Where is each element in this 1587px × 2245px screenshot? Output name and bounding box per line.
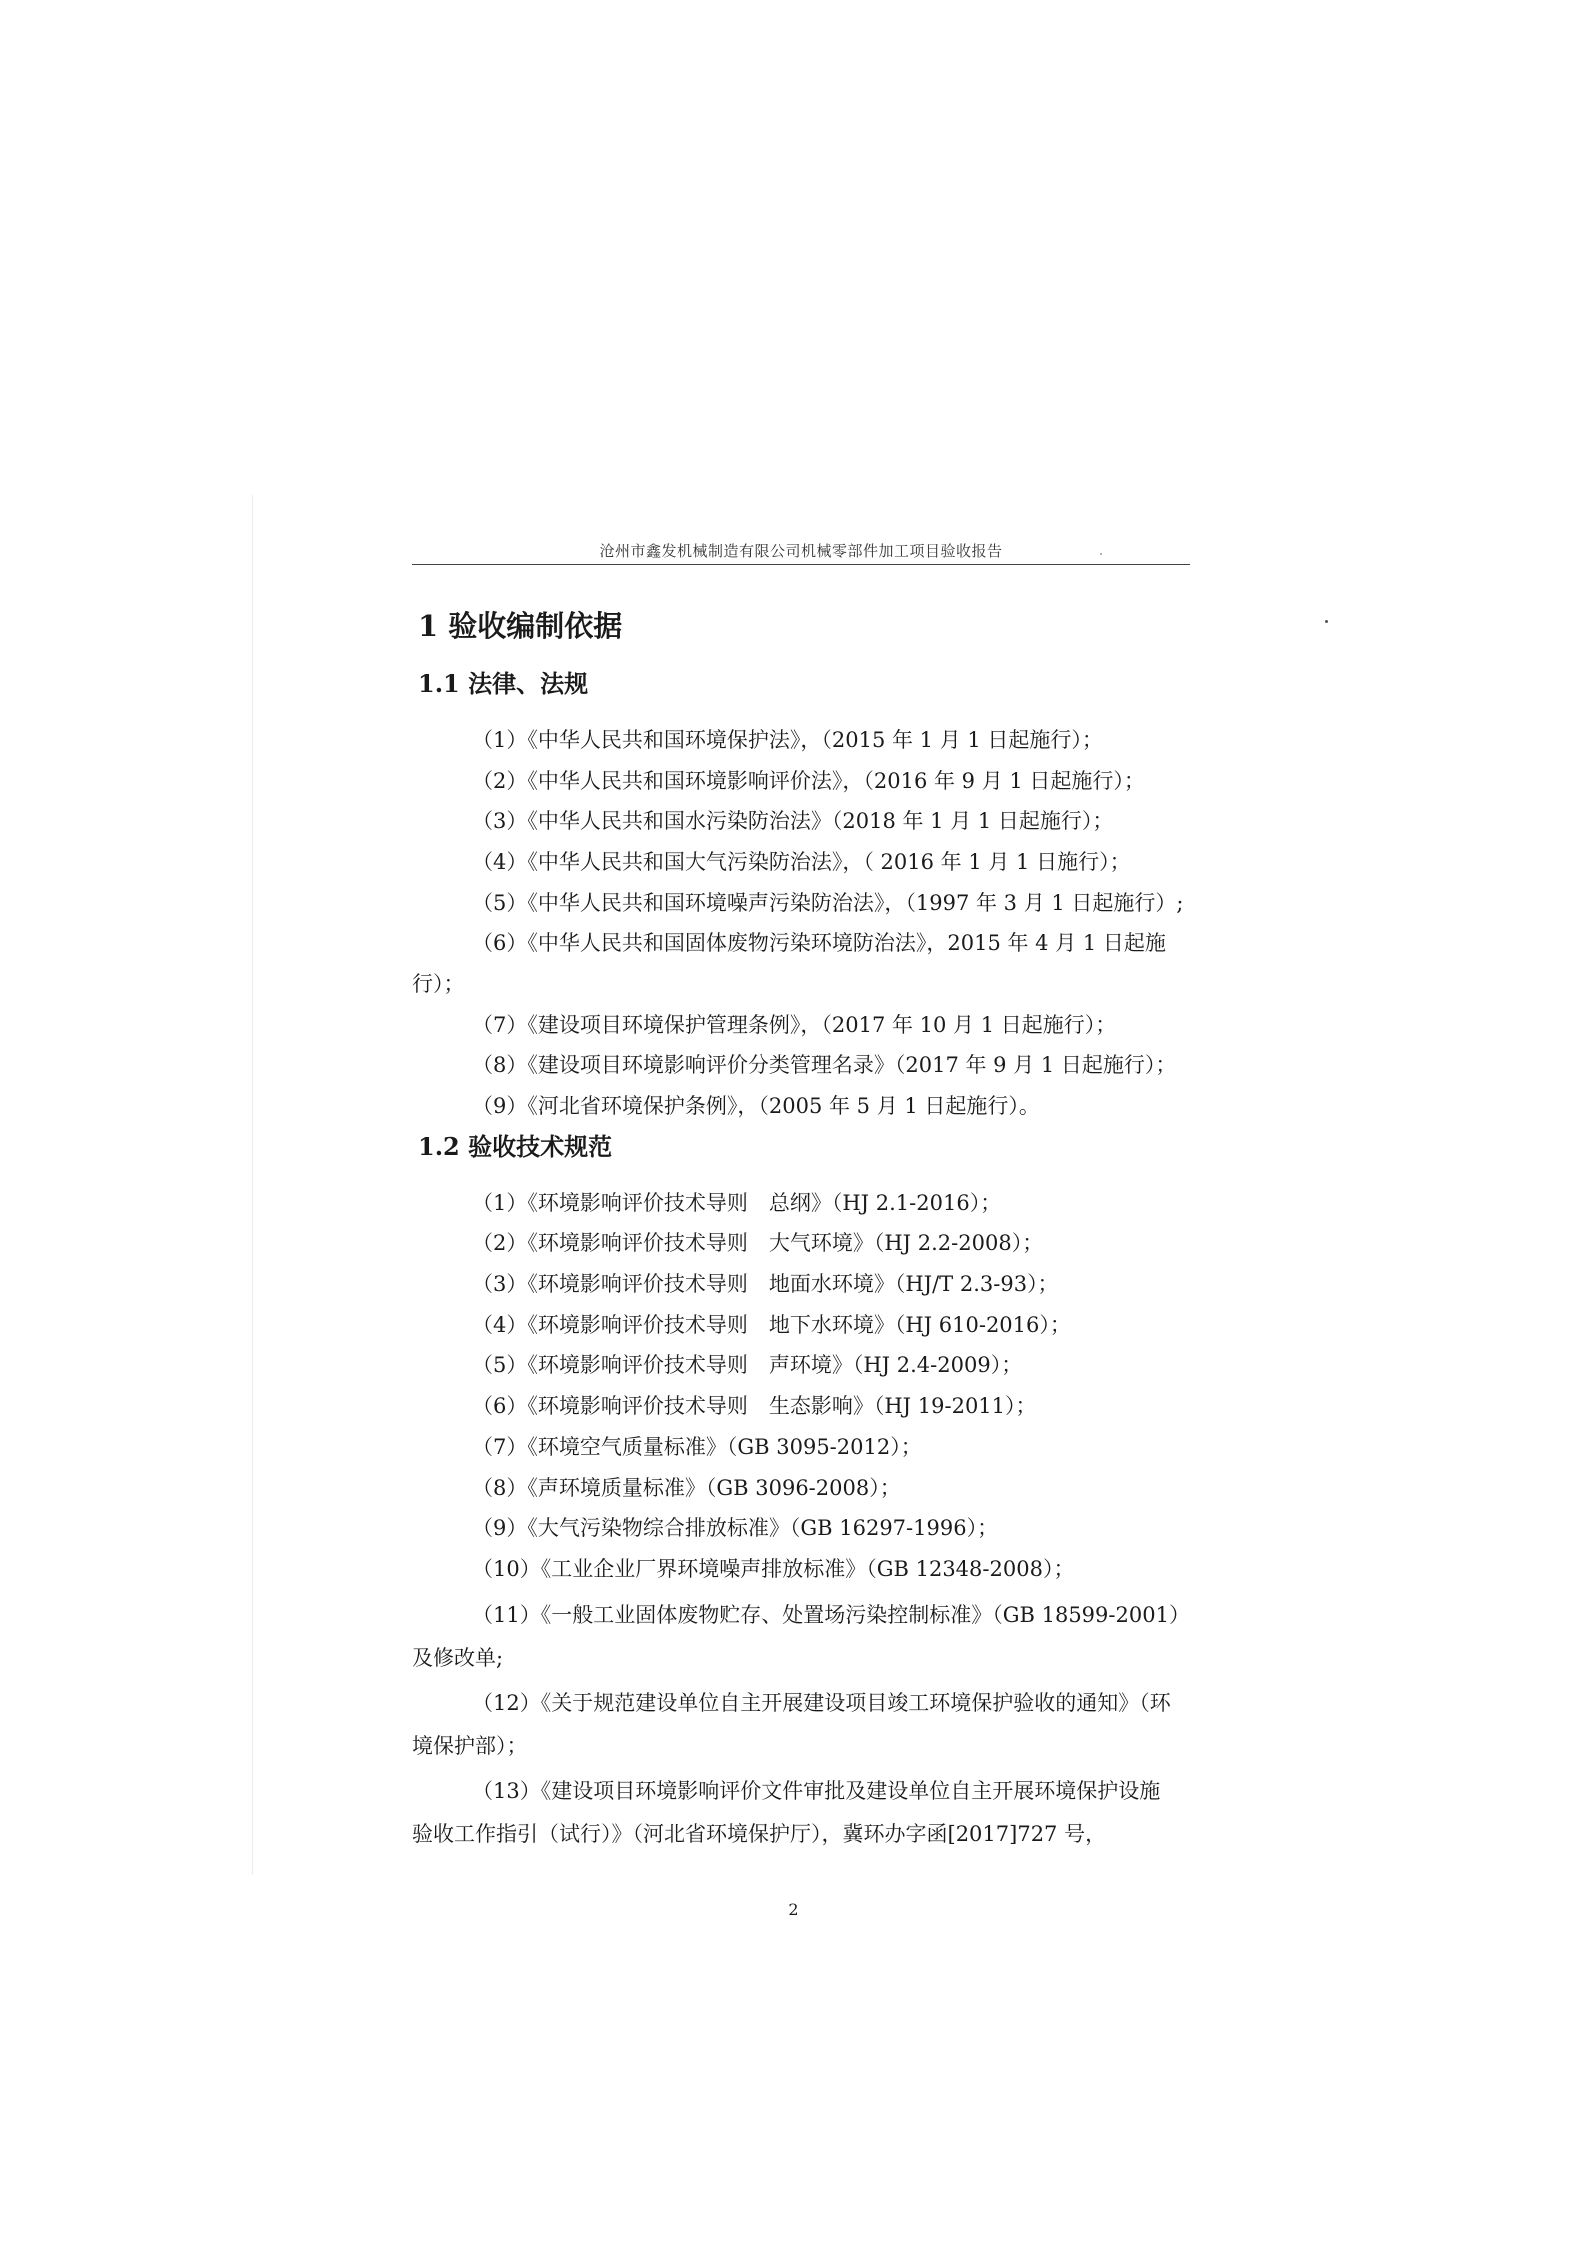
spec-item: （3）《环境影响评价技术导则 地面水环境》（HJ/T 2.3-93）； xyxy=(472,1272,1059,1296)
law-item: （7）《建设项目环境保护管理条例》，（2017 年 10 月 1 日起施行）； xyxy=(472,1013,1117,1037)
law-item-continuation: 行）； xyxy=(412,972,465,996)
spec-item: （12）《关于规范建设单位自主开展建设项目竣工环境保护验收的通知》（环 xyxy=(472,1691,1171,1715)
law-item: （9）《河北省环境保护条例》，（2005 年 5 月 1 日起施行）。 xyxy=(472,1094,1040,1118)
page-number: 2 xyxy=(788,1900,799,1919)
scan-edge-shadow xyxy=(252,495,253,1875)
spec-item: （10）《工业企业厂界环境噪声排放标准》（GB 12348-2008）； xyxy=(472,1557,1075,1581)
law-item: （2）《中华人民共和国环境影响评价法》，（2016 年 9 月 1 日起施行）； xyxy=(472,769,1145,793)
section-heading: 1 验收编制依据 xyxy=(418,609,623,643)
subsection-heading-technical: 1.2 验收技术规范 xyxy=(418,1132,613,1161)
spec-item: （4）《环境影响评价技术导则 地下水环境》（HJ 610-2016）； xyxy=(472,1313,1071,1337)
spec-item: （11）《一般工业固体废物贮存、处置场污染控制标准》（GB 18599-2001） xyxy=(472,1603,1190,1627)
spec-item-continuation: 及修改单; xyxy=(412,1646,504,1670)
scan-speck xyxy=(1325,620,1328,623)
spec-item: （5）《环境影响评价技术导则 声环境》（HJ 2.4-2009）； xyxy=(472,1353,1023,1377)
law-item: （8）《建设项目环境影响评价分类管理名录》（2017 年 9 月 1 日起施行）； xyxy=(472,1053,1177,1077)
law-item: （5）《中华人民共和国环境噪声污染防治法》，（1997 年 3 月 1 日起施行）; xyxy=(472,891,1184,915)
subsection-heading-laws: 1.1 法律、法规 xyxy=(418,669,589,698)
spec-item: （1）《环境影响评价技术导则 总纲》（HJ 2.1-2016）； xyxy=(472,1191,1002,1215)
spec-item: （7）《环境空气质量标准》（GB 3095-2012）； xyxy=(472,1435,922,1459)
law-item: （1）《中华人民共和国环境保护法》，（2015 年 1 月 1 日起施行）； xyxy=(472,728,1103,752)
law-item: （6）《中华人民共和国固体废物污染环境防治法》，2015 年 4 月 1 日起施 xyxy=(472,931,1166,955)
running-header: 沧州市鑫发机械制造有限公司机械零部件加工项目验收报告 xyxy=(599,542,1003,560)
law-item: （4）《中华人民共和国大气污染防治法》，（ 2016 年 1 月 1 日施行）； xyxy=(472,850,1131,874)
law-item: （3）《中华人民共和国水污染防治法》（2018 年 1 月 1 日起施行）； xyxy=(472,809,1114,833)
spec-item: （6）《环境影响评价技术导则 生态影响》（HJ 19-2011）； xyxy=(472,1394,1037,1418)
spec-item: （9）《大气污染物综合排放标准》（GB 16297-1996）； xyxy=(472,1516,999,1540)
spec-item: （2）《环境影响评价技术导则 大气环境》（HJ 2.2-2008）； xyxy=(472,1231,1044,1255)
spec-item-continuation: 境保护部）； xyxy=(412,1734,528,1758)
spec-item-continuation: 验收工作指引（试行）》（河北省环境保护厅），冀环办字函[2017]727 号， xyxy=(412,1822,1107,1846)
spec-item: （8）《声环境质量标准》（GB 3096-2008）； xyxy=(472,1476,901,1500)
header-rule xyxy=(412,564,1190,565)
spec-item: （13）《建设项目环境影响评价文件审批及建设单位自主开展环境保护设施 xyxy=(472,1779,1161,1803)
